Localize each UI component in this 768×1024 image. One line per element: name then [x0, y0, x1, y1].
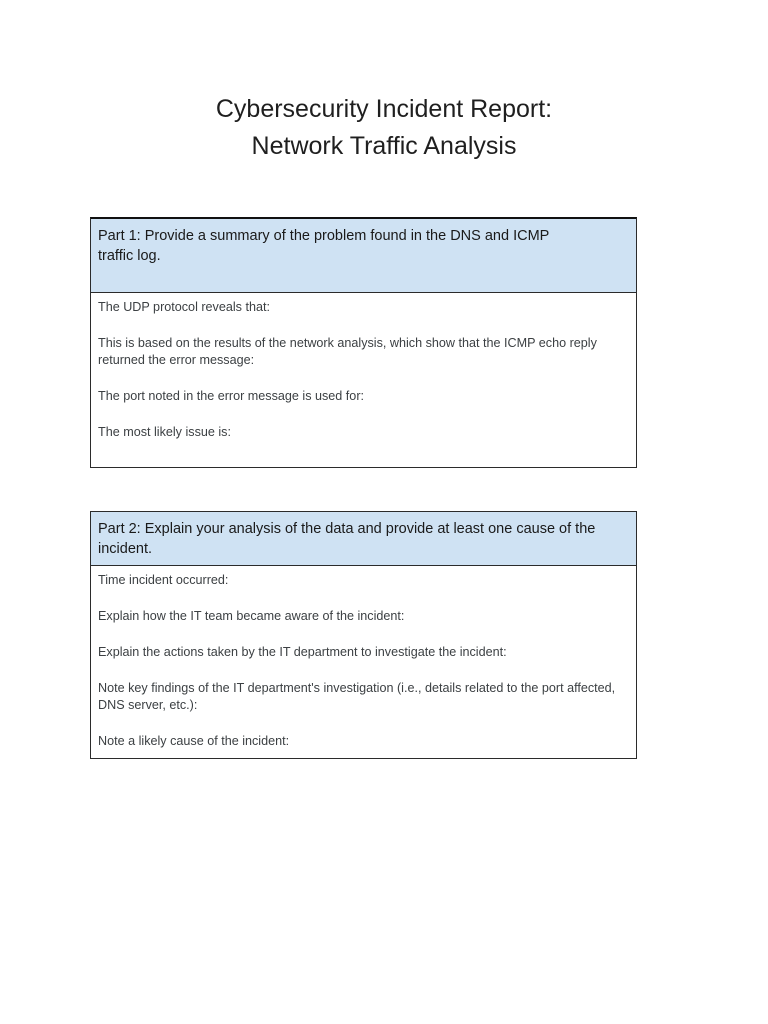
- part2-prompt-awareness: Explain how the IT team became aware of the incident:: [98, 609, 405, 623]
- page-title-line-2: Network Traffic Analysis: [251, 132, 517, 160]
- page-title-line-1: Cybersecurity Incident Report:: [215, 95, 553, 123]
- part1-header: Part 1: Provide a summary of the problem found in the DNS and ICMP traffic log.: [91, 219, 636, 293]
- part1-prompt-icmp-error: This is based on the results of the network analysis, which show that the ICMP echo reply returned the error message:: [98, 336, 597, 367]
- part1-section: [90, 217, 637, 468]
- part2-header: Part 2: Explain your analysis of the data and provide at least one cause of the incident.: [91, 512, 636, 566]
- part1-prompt-udp: The UDP protocol reveals that:: [98, 300, 270, 314]
- part2-prompt-actions: Explain the actions taken by the IT department to investigate the incident:: [98, 645, 507, 659]
- part1-prompt-likely-issue: The most likely issue is:: [98, 425, 231, 439]
- part2-prompt-cause: Note a likely cause of the incident:: [98, 734, 290, 748]
- part2-prompt-findings: Note key findings of the IT department's investigation (i.e., details related to the port affected, DNS server, etc.):: [98, 681, 616, 712]
- part2-section: [90, 511, 637, 759]
- part1-prompt-port-use: The port noted in the error message is used for:: [98, 389, 365, 403]
- part1-body[interactable]: [91, 293, 636, 441]
- part2-prompt-time: Time incident occurred:: [98, 573, 229, 587]
- page-title: [0, 91, 768, 165]
- part2-body[interactable]: [91, 566, 636, 750]
